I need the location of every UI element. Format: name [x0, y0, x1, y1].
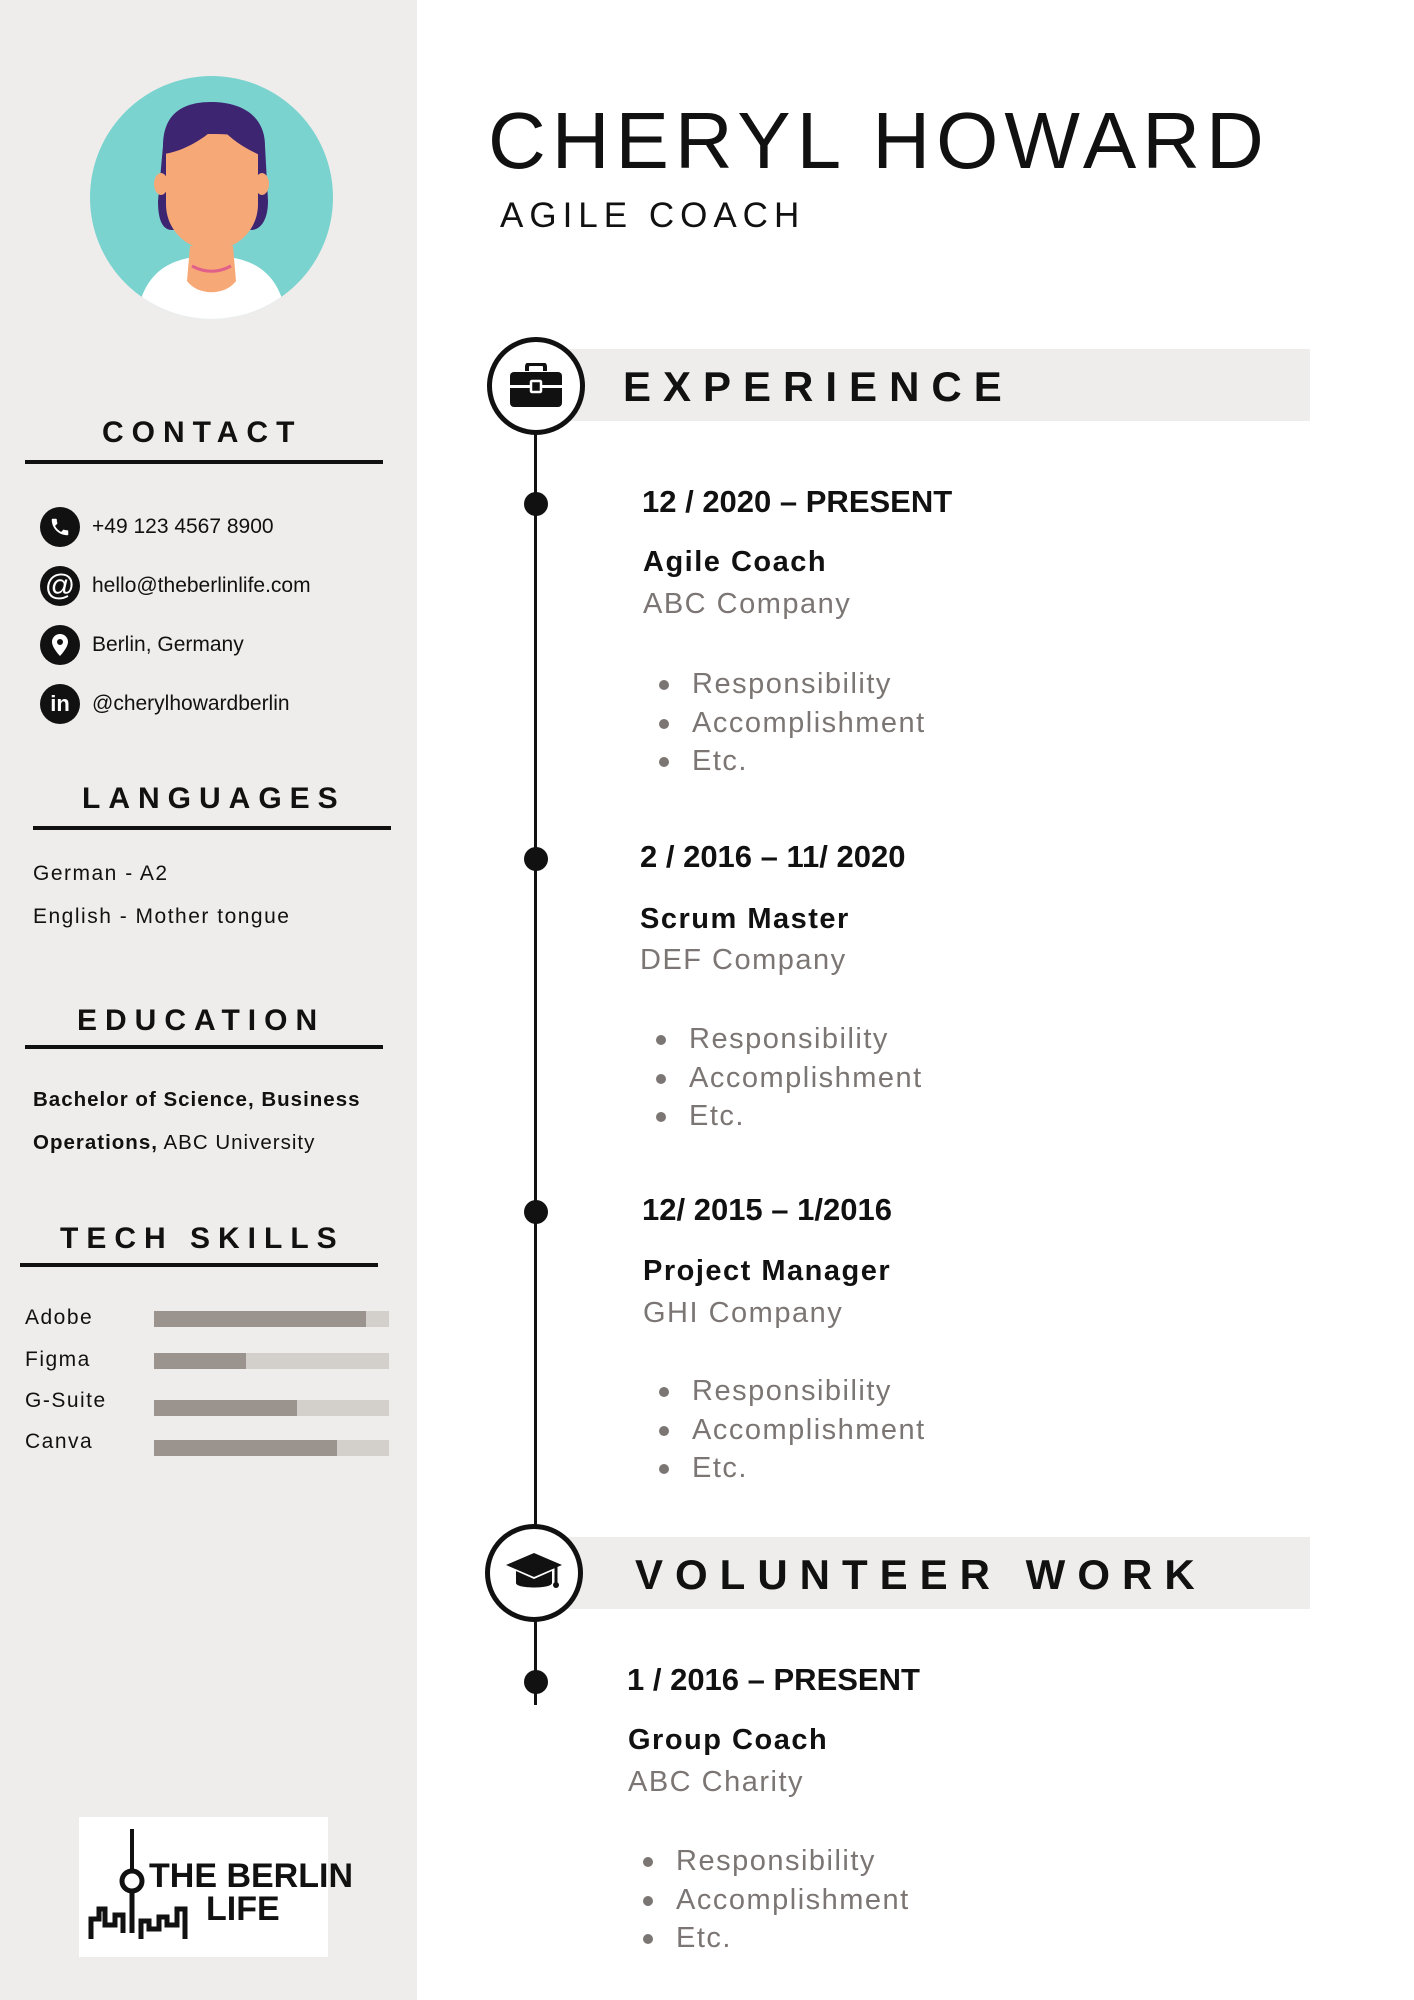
phone-icon	[40, 507, 80, 547]
skill-name: G-Suite	[25, 1389, 107, 1412]
email-icon: @	[40, 566, 80, 606]
timeline-line	[534, 430, 537, 1525]
education-school: ABC University	[163, 1131, 316, 1154]
job-bullet: Accomplishment	[657, 704, 926, 743]
job-company: DEF Company	[640, 944, 847, 976]
job-title: Project Manager	[643, 1255, 892, 1287]
job-title: Scrum Master	[640, 903, 850, 935]
job-bullet: Etc.	[657, 742, 926, 781]
skill-name: Canva	[25, 1430, 94, 1453]
volunteer-icon-badge	[485, 1524, 583, 1622]
job-company: ABC Charity	[628, 1766, 805, 1798]
skill-bar-fill	[154, 1440, 337, 1456]
job-bullets	[654, 1020, 923, 1136]
skill-name: Adobe	[25, 1306, 94, 1329]
job-bullets	[657, 1372, 926, 1488]
timeline-dot	[524, 1670, 548, 1694]
job-company: GHI Company	[643, 1297, 844, 1329]
graduation-cap-icon	[504, 1549, 564, 1597]
contact-linkedin[interactable]	[40, 682, 290, 726]
experience-heading: EXPERIENCE	[623, 363, 1014, 410]
job-bullet: Accomplishment	[657, 1411, 926, 1450]
linkedin-icon: in	[40, 684, 80, 724]
candidate-name: CHERYL HOWARD	[488, 96, 1270, 185]
job-title: Agile Coach	[643, 546, 828, 578]
candidate-role: AGILE COACH	[500, 196, 806, 235]
logo-line-1: THE BERLIN	[149, 1857, 353, 1895]
contact-location	[40, 623, 244, 667]
skill-bar-fill	[154, 1400, 297, 1416]
skill-bar	[154, 1353, 389, 1369]
job-bullet: Responsibility	[654, 1020, 923, 1059]
education-heading: EDUCATION	[77, 1004, 326, 1037]
job-bullet: Responsibility	[657, 665, 926, 704]
timeline-dot	[524, 1200, 548, 1224]
job-date: 12 / 2020 – PRESENT	[642, 484, 953, 519]
volunteer-heading: VOLUNTEER WORK	[635, 1551, 1207, 1598]
skill-bar-fill	[154, 1353, 246, 1369]
contact-linkedin-text: @cherylhowardberlin	[92, 692, 290, 715]
sidebar	[0, 0, 417, 2000]
job-company: ABC Company	[643, 588, 852, 620]
job-bullets	[641, 1842, 910, 1958]
contact-heading: CONTACT	[102, 416, 303, 449]
job-date: 2 / 2016 – 11/ 2020	[640, 839, 906, 874]
job-title: Group Coach	[628, 1724, 829, 1756]
logo	[79, 1817, 353, 1957]
contact-divider	[25, 460, 383, 464]
contact-email[interactable]	[40, 564, 311, 608]
job-bullet: Etc.	[641, 1919, 910, 1958]
languages-heading: LANGUAGES	[82, 782, 346, 815]
job-bullet: Accomplishment	[654, 1059, 923, 1098]
job-bullet: Accomplishment	[641, 1881, 910, 1920]
skill-bar	[154, 1440, 389, 1456]
job-bullet: Etc.	[654, 1097, 923, 1136]
contact-location-text: Berlin, Germany	[92, 633, 244, 656]
skill-name: Figma	[25, 1348, 91, 1371]
job-bullet: Responsibility	[641, 1842, 910, 1881]
timeline-dot	[524, 847, 548, 871]
languages-divider	[33, 826, 391, 830]
tech-skills-heading: TECH SKILLS	[60, 1222, 345, 1255]
job-bullet: Etc.	[657, 1449, 926, 1488]
skill-bar	[154, 1400, 389, 1416]
language-item: German - A2	[33, 862, 169, 885]
education-divider	[25, 1045, 383, 1049]
education-degree: Bachelor of Science, Business Operations,	[33, 1088, 361, 1154]
contact-phone[interactable]	[40, 505, 274, 549]
job-bullet: Responsibility	[657, 1372, 926, 1411]
tech-skills-divider	[20, 1263, 378, 1267]
experience-icon-badge	[487, 337, 585, 435]
job-date: 1 / 2016 – PRESENT	[627, 1662, 920, 1697]
logo-line-2: LIFE	[206, 1890, 280, 1928]
avatar	[90, 76, 333, 342]
skill-bar	[154, 1311, 389, 1327]
timeline-dot	[524, 492, 548, 516]
location-pin-icon	[40, 625, 80, 665]
contact-phone-text: +49 123 4567 8900	[92, 515, 274, 538]
job-bullets	[657, 665, 926, 781]
contact-email-text: hello@theberlinlife.com	[92, 574, 311, 597]
education-entry	[33, 1078, 413, 1164]
language-item: English - Mother tongue	[33, 905, 291, 928]
briefcase-icon	[509, 363, 563, 409]
job-date: 12/ 2015 – 1/2016	[642, 1192, 892, 1227]
skill-bar-fill	[154, 1311, 366, 1327]
